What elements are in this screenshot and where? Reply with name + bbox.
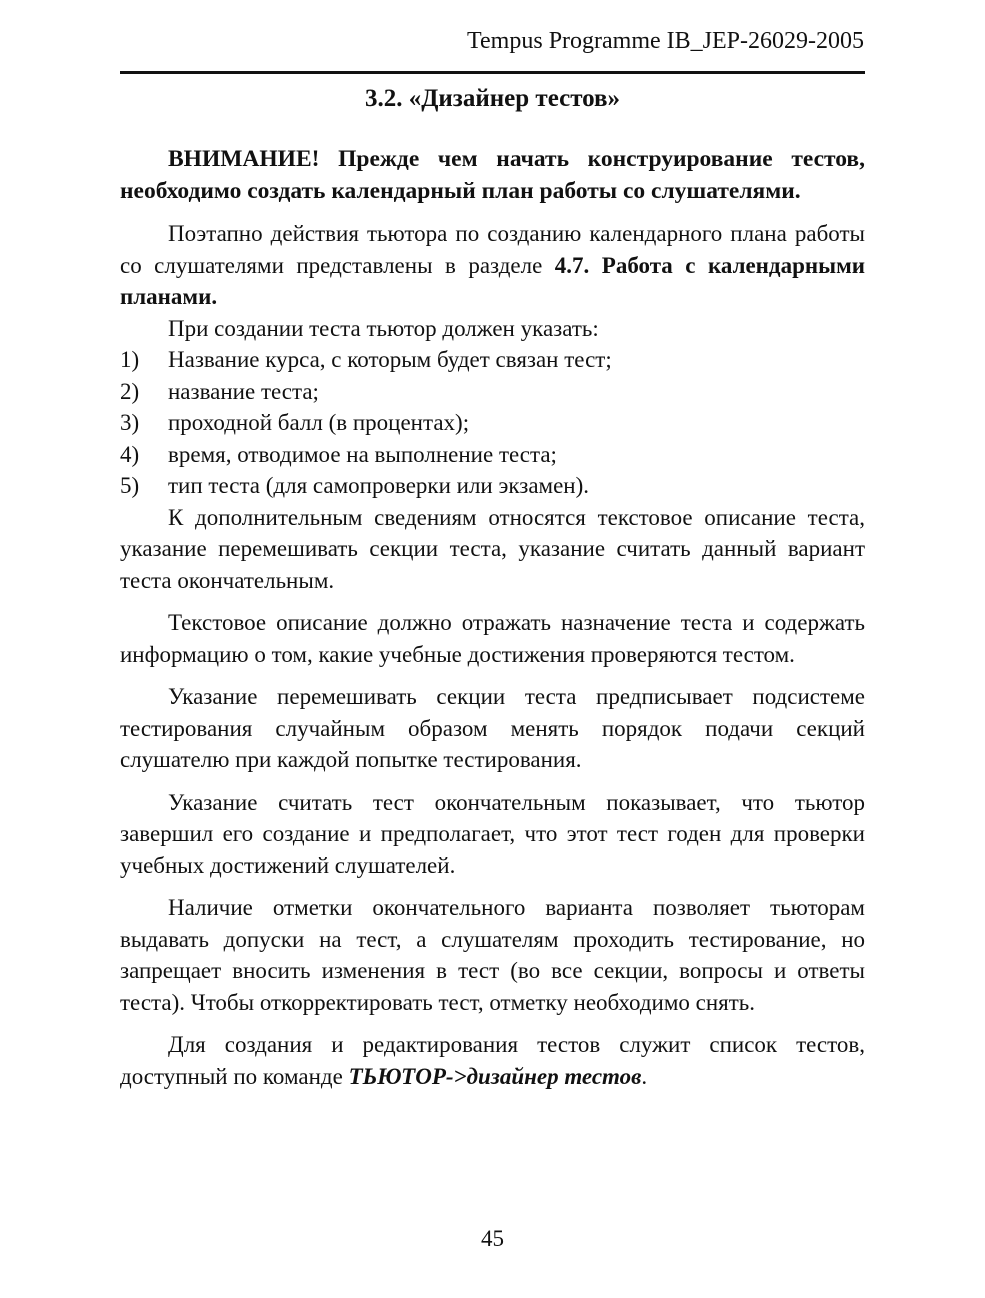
list-text: Название курса, с которым будет связан тест; [168,347,612,372]
intro-paragraph [120,218,865,313]
list-text: название теста; [168,378,319,404]
final-paragraph [120,1029,865,1092]
list-number: 1) [120,347,140,372]
list-number: 5) [120,473,140,498]
section-title: 3.2. «Дизайнер тестов» [364,85,621,112]
header-rule [120,71,865,74]
list-text: время, отводимое на выполнение теста; [168,441,557,467]
final-period: . [641,1063,648,1089]
list-item [120,470,865,502]
list-text: проходной балл (в процентах); [168,410,470,435]
requirements-list [120,344,865,502]
paragraph-final-test: Указание считать тест окончательным показывает, что тьютор завершил его создание и предполагает, что этот тест годен для проверки учебных достижений слушателей. [120,789,865,878]
list-number: 4) [120,441,140,467]
final-text: Для создания и редактирования тестов служит список тестов, доступный по команде [120,1032,865,1089]
list-intro: При создании теста тьютор должен указать: [168,315,599,341]
paragraph-shuffle-sections: Указание перемешивать секции теста предписывает подсистеме тестирования случайным образом менять порядок подачи секций слушателю при каждой попытке тестирования. [120,684,865,772]
list-text: тип теста (для самопроверки или экзамен). [168,473,590,498]
paragraph-additional-info: К дополнительным сведениям относятся текстовое описание теста, указание перемешивать секции теста, указание считать данный вариант теста окончательным. [120,504,865,593]
list-item [120,439,865,471]
page-body [120,144,865,1092]
list-item [120,376,865,408]
list-item [120,344,865,376]
paragraph-final-mark: Наличие отметки окончательного варианта позволяет тьюторам выдавать допуски на тест, а слушателям проходить тестирование, но запрещает вносить изменения в тест (во все секции, вопросы и ответы теста). Чтобы откорректировать тест, отметку необходимо снять. [120,895,865,1015]
section-reference: 4.7. Работа с календарными планами. [120,252,865,309]
list-number: 3) [120,410,140,435]
warning-paragraph: ВНИМАНИЕ! Прежде чем начать конструирование тестов, необходимо создать календарный план работы со слушателями. [120,146,865,204]
list-item [120,407,865,439]
paragraph-text-description: Текстовое описание должно отражать назначение теста и содержать информацию о том, какие учебные достижения проверяются тестом. [120,610,865,667]
intro-text: Поэтапно действия тьютора по созданию календарного плана работы со слушателями представлены в разделе [120,221,865,278]
running-header: Tempus Programme IB_JEP-26029-2005 [467,28,864,54]
list-number: 2) [120,378,140,404]
command-path: ТЬЮТОР->дизайнер тестов [348,1063,642,1089]
page-number: 45 [481,1226,504,1251]
